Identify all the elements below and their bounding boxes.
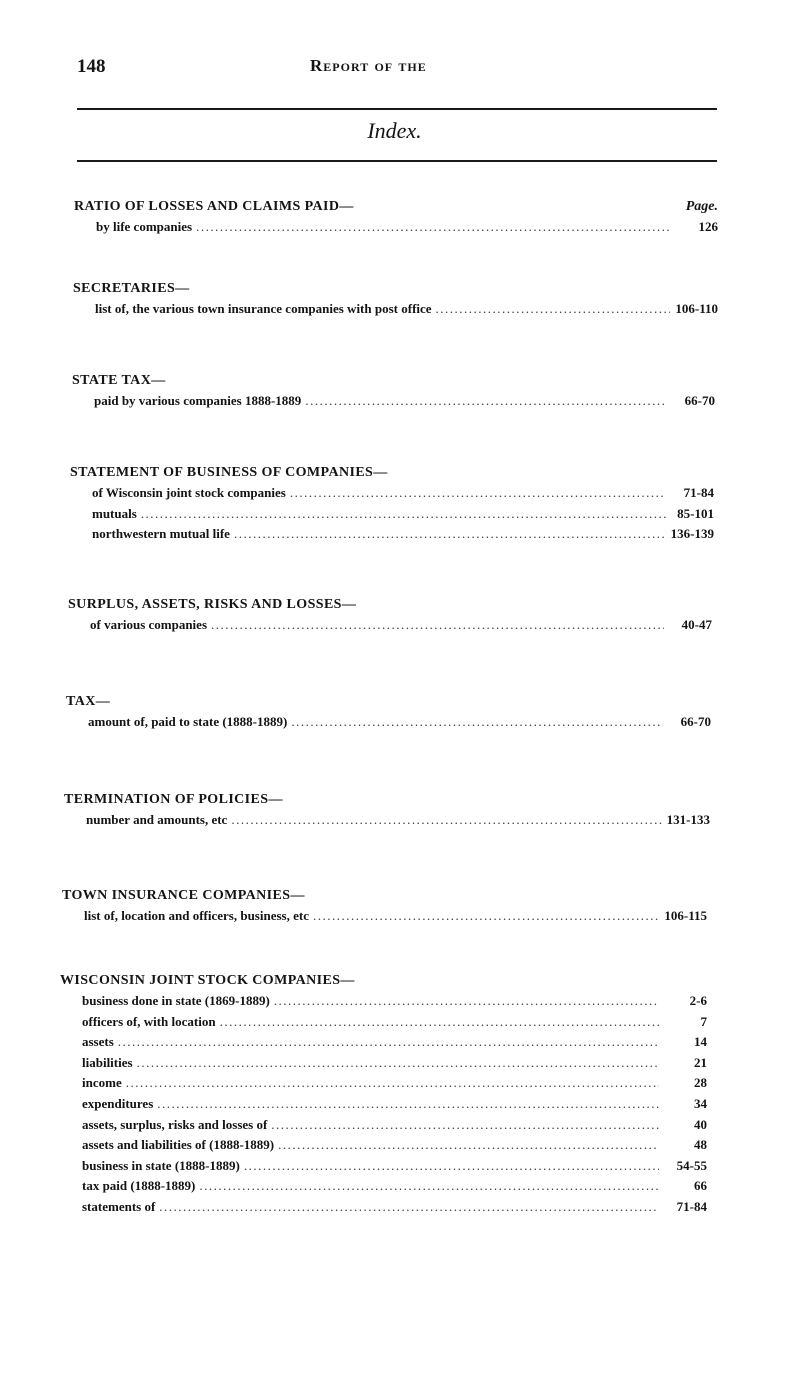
entry-pages: 28 bbox=[694, 1075, 707, 1091]
entry-pages: 34 bbox=[694, 1095, 707, 1111]
entry-text: number and amounts, etc bbox=[86, 812, 228, 827]
dot-leader bbox=[313, 906, 659, 927]
index-section-termination bbox=[64, 790, 710, 831]
index-section-surplus bbox=[68, 595, 712, 636]
top-rule bbox=[77, 108, 717, 110]
dot-leader bbox=[126, 1073, 659, 1094]
entry-text: business done in state (1869-1889) bbox=[82, 993, 270, 1008]
dot-leader bbox=[291, 712, 663, 733]
entry-pages: 131-133 bbox=[666, 812, 710, 827]
running-head: Report of the bbox=[310, 56, 427, 75]
entry-pages: 66-70 bbox=[684, 393, 715, 408]
index-entry bbox=[60, 1053, 707, 1074]
index-title: Index. bbox=[367, 118, 422, 143]
index-entry bbox=[60, 1094, 707, 1115]
dot-leader bbox=[234, 524, 666, 545]
entry-pages: 7 bbox=[700, 1013, 707, 1029]
entry-text: officers of, with location bbox=[82, 1013, 216, 1029]
index-entry bbox=[60, 1197, 707, 1218]
index-section-state-tax bbox=[72, 371, 715, 412]
entry-text: income bbox=[82, 1075, 122, 1091]
entry-pages: 71-84 bbox=[676, 1198, 707, 1214]
index-entry bbox=[70, 524, 714, 545]
entry-text: amount of, paid to state (1888-1889) bbox=[88, 714, 288, 729]
dot-leader bbox=[196, 217, 670, 238]
index-entry bbox=[60, 1032, 707, 1053]
entry-text: assets bbox=[82, 1034, 114, 1050]
section-heading: SECRETARIES— bbox=[73, 281, 190, 296]
entry-pages: 21 bbox=[694, 1054, 707, 1070]
entry-pages: 48 bbox=[694, 1137, 707, 1153]
entry-pages: 85-101 bbox=[677, 505, 714, 521]
entry-text: of various companies bbox=[90, 617, 207, 632]
dot-leader bbox=[274, 991, 659, 1012]
index-entry bbox=[73, 299, 718, 320]
entry-text: list of, location and officers, business, etc bbox=[84, 908, 309, 923]
entry-pages: 2-6 bbox=[689, 993, 707, 1008]
index-entry bbox=[60, 1176, 707, 1197]
index-entry bbox=[60, 1135, 707, 1156]
index-section-tax bbox=[66, 692, 711, 733]
dot-leader bbox=[305, 391, 667, 412]
dot-leader bbox=[244, 1156, 659, 1177]
index-entry bbox=[68, 615, 712, 636]
entry-text: liabilities bbox=[82, 1054, 133, 1070]
index-entry bbox=[66, 712, 711, 733]
index-entry bbox=[64, 810, 710, 831]
section-heading: TAX— bbox=[66, 694, 111, 709]
entry-pages: 40 bbox=[694, 1116, 707, 1132]
entry-text: by life companies bbox=[96, 219, 193, 234]
entry-pages: 54-55 bbox=[676, 1157, 707, 1173]
bottom-rule bbox=[77, 160, 717, 162]
entry-pages: 66-70 bbox=[680, 714, 711, 729]
index-entry bbox=[74, 217, 718, 238]
dot-leader bbox=[157, 1094, 659, 1115]
dot-leader bbox=[436, 299, 670, 320]
dot-leader bbox=[159, 1197, 659, 1218]
dot-leader bbox=[118, 1032, 659, 1053]
entry-text: assets, surplus, risks and losses of bbox=[82, 1116, 268, 1132]
index-section-statement-of-business bbox=[70, 463, 714, 545]
entry-text: of Wisconsin joint stock companies bbox=[92, 485, 286, 500]
index-entry bbox=[70, 483, 714, 504]
section-heading: TERMINATION OF POLICIES— bbox=[64, 792, 283, 807]
entry-pages: 40-47 bbox=[681, 617, 712, 632]
section-heading: RATIO OF LOSSES AND CLAIMS PAID— bbox=[74, 199, 354, 214]
entry-text: list of, the various town insurance companies with post office bbox=[95, 301, 432, 316]
entry-text: business in state (1888-1889) bbox=[82, 1157, 240, 1173]
section-heading: WISCONSIN JOINT STOCK COMPANIES— bbox=[60, 973, 355, 988]
index-entry bbox=[60, 1073, 707, 1094]
dot-leader bbox=[278, 1135, 659, 1156]
entry-text: mutuals bbox=[92, 505, 137, 521]
entry-text: statements of bbox=[82, 1198, 156, 1214]
entry-text: paid by various companies 1888-1889 bbox=[94, 393, 302, 408]
section-heading: STATE TAX— bbox=[72, 373, 166, 388]
entry-pages: 126 bbox=[698, 219, 718, 234]
entry-pages: 136-139 bbox=[670, 526, 714, 542]
dot-leader bbox=[211, 615, 664, 636]
dot-leader bbox=[231, 810, 662, 831]
entry-pages: 66 bbox=[694, 1178, 707, 1194]
index-entry bbox=[70, 504, 714, 525]
index-entry bbox=[60, 1115, 707, 1136]
entry-text: tax paid (1888-1889) bbox=[82, 1178, 196, 1194]
index-section-wisconsin-joint-stock bbox=[60, 971, 707, 1218]
page-number: 148 bbox=[77, 56, 106, 77]
dot-leader bbox=[271, 1115, 659, 1136]
entry-pages: 71-84 bbox=[683, 485, 714, 500]
dot-leader bbox=[220, 1012, 659, 1033]
index-entry bbox=[60, 1156, 707, 1177]
entry-text: assets and liabilities of (1888-1889) bbox=[82, 1137, 275, 1153]
index-section-secretaries bbox=[73, 279, 718, 320]
entry-pages: 106-110 bbox=[675, 301, 718, 316]
index-entry bbox=[60, 1012, 707, 1033]
section-heading: STATEMENT OF BUSINESS OF COMPANIES— bbox=[70, 465, 388, 480]
dot-leader bbox=[137, 1053, 659, 1074]
entry-text: expenditures bbox=[82, 1095, 154, 1111]
dot-leader bbox=[199, 1176, 659, 1197]
dot-leader bbox=[290, 483, 666, 504]
section-heading: SURPLUS, ASSETS, RISKS AND LOSSES— bbox=[68, 597, 357, 612]
page-column-label: Page. bbox=[685, 199, 718, 214]
entry-pages: 14 bbox=[694, 1034, 707, 1050]
entry-pages: 106-115 bbox=[664, 908, 707, 923]
index-entry bbox=[62, 906, 707, 927]
index-section-town-insurance bbox=[62, 886, 707, 927]
index-section-ratio bbox=[74, 197, 718, 238]
dot-leader bbox=[141, 504, 666, 525]
index-entry bbox=[60, 991, 707, 1012]
section-heading: TOWN INSURANCE COMPANIES— bbox=[62, 888, 305, 903]
index-entry bbox=[72, 391, 715, 412]
entry-text: northwestern mutual life bbox=[92, 526, 230, 542]
